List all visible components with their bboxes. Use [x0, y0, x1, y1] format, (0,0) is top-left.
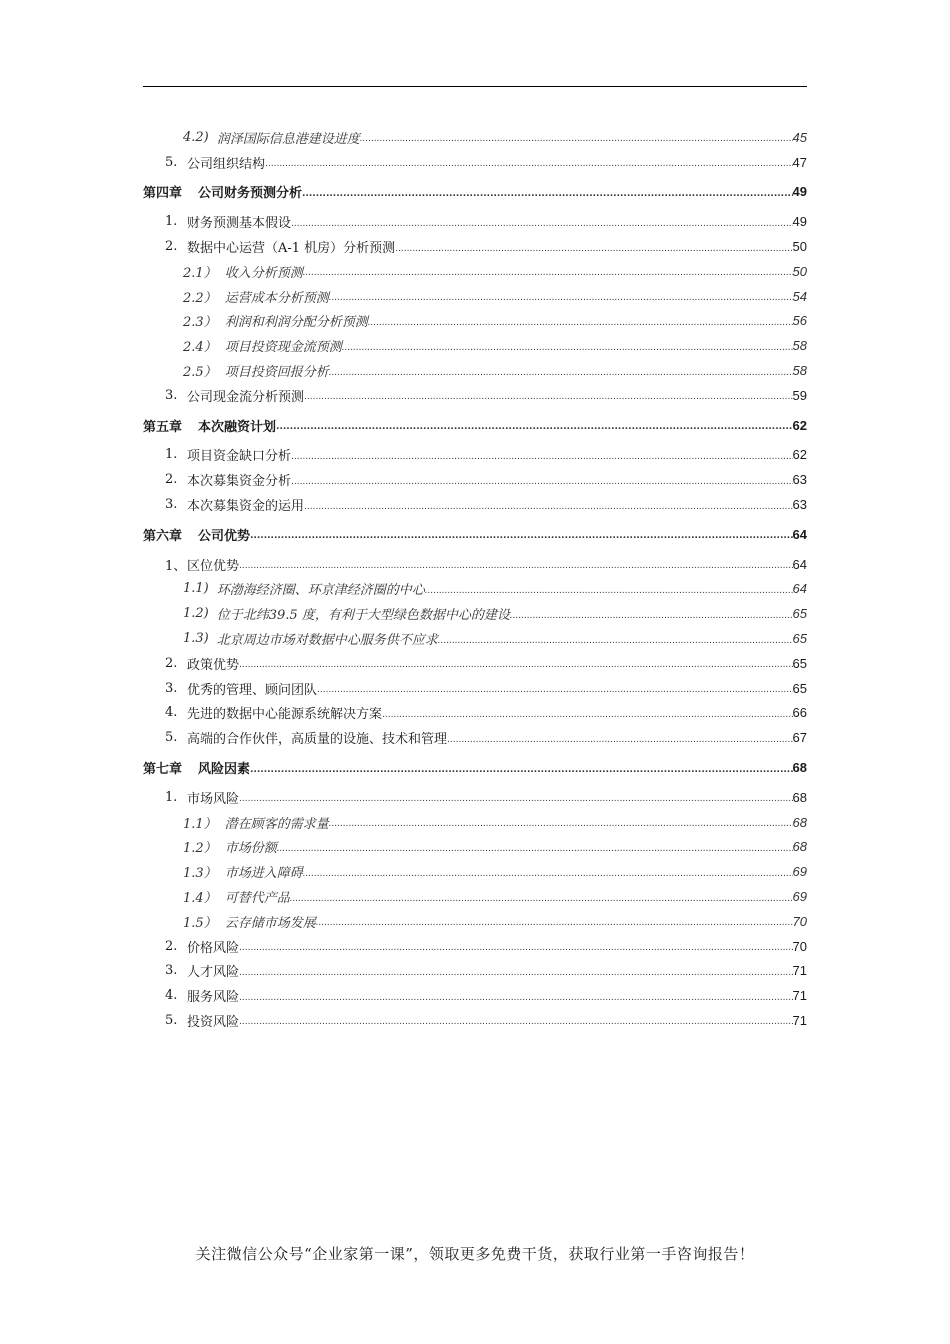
- toc-entry-title: 区位优势: [187, 558, 240, 574]
- toc-leader-dots: [438, 636, 793, 646]
- toc-leader-dots: [368, 318, 793, 328]
- toc-entry-title: 运营成本分析预测: [224, 290, 329, 306]
- toc-entry-number: 3.: [165, 387, 178, 403]
- toc-entry-title: 市场风险: [187, 791, 240, 807]
- toc-entry-number: 5.: [165, 154, 178, 170]
- toc-entry-number: 2.5）: [183, 365, 217, 381]
- toc-entry-title: 位于北纬39.5 度，有利于大型绿色数据中心的建设: [216, 608, 510, 624]
- toc-entry-title: 收入分析预测: [224, 265, 303, 281]
- toc-entry[interactable]: [143, 467, 807, 492]
- toc-entry-number: 2.3）: [183, 315, 217, 331]
- toc-entry-number: 4.: [165, 988, 178, 1004]
- toc-entry-number: 5.: [165, 730, 178, 746]
- toc-leader-dots: [447, 735, 793, 745]
- toc-entry[interactable]: [143, 676, 807, 701]
- toc-entry-number: 1.4）: [183, 891, 217, 906]
- toc-page-number: 47: [792, 154, 807, 170]
- toc-entry[interactable]: [143, 577, 807, 602]
- toc-entry-number: 4.2): [183, 129, 209, 145]
- toc-leader-dots: [277, 844, 793, 854]
- toc-chapter-entry[interactable]: [143, 180, 807, 205]
- toc-entry[interactable]: [143, 701, 807, 726]
- toc-entry[interactable]: [143, 358, 807, 383]
- toc-entry-title: 项目资金缺口分析: [187, 449, 292, 465]
- toc-entry-title: 本次融资计划: [198, 419, 277, 435]
- toc-leader-dots: [239, 993, 793, 1003]
- toc-entry[interactable]: [143, 284, 807, 309]
- toc-page-number: 68: [792, 839, 807, 855]
- toc-entry-title: 市场份额: [224, 841, 277, 857]
- toc-entry[interactable]: [143, 234, 807, 259]
- toc-entry-title: 公司现金流分析预测: [187, 389, 305, 405]
- toc-chapter-entry[interactable]: [143, 413, 807, 438]
- toc-page-number: 64: [792, 556, 807, 572]
- toc-entry-number: 1.: [165, 789, 178, 805]
- toc-leader-dots: [303, 268, 793, 278]
- toc-entry-number: 第六章: [143, 528, 183, 544]
- toc-entry-title: 利润和利润分配分析预测: [224, 315, 368, 331]
- toc-leader-dots: [360, 134, 793, 144]
- toc-entry[interactable]: [143, 150, 807, 175]
- toc-entry[interactable]: [143, 1008, 807, 1033]
- toc-page-number: 58: [792, 338, 807, 354]
- toc-page-number: 64: [792, 581, 807, 597]
- toc-page-number: 68: [792, 814, 807, 830]
- toc-leader-dots: [316, 918, 793, 928]
- toc-page-number: 66: [792, 705, 807, 721]
- toc-leader-dots: [239, 943, 793, 953]
- toc-page-number: 59: [792, 387, 807, 403]
- toc-page-number: 50: [792, 239, 807, 255]
- toc-entry-title: 市场进入障碍: [224, 866, 303, 882]
- toc-entry-title: 公司组织结构: [187, 156, 266, 172]
- toc-entry-title: 北京周边市场对数据中心服务供不应求: [216, 633, 438, 649]
- toc-entry-title: 政策优势: [187, 657, 240, 673]
- toc-page-number: 64: [792, 526, 807, 542]
- toc-leader-dots: [329, 368, 793, 378]
- toc-page-number: 65: [792, 631, 807, 647]
- toc-entry-number: 1.: [165, 447, 178, 463]
- toc-page-number: 62: [792, 447, 807, 463]
- toc-leader-dots: [239, 794, 793, 804]
- toc-leader-dots: [302, 189, 793, 199]
- toc-entry-number: 1、: [165, 558, 187, 574]
- toc-leader-dots: [291, 477, 793, 487]
- toc-entry[interactable]: [143, 443, 807, 468]
- toc-leader-dots: [329, 293, 793, 303]
- toc-entry-title: 本次募集资金的运用: [187, 499, 305, 515]
- toc-page-number: 56: [792, 313, 807, 329]
- toc-entry-number: 2.: [165, 938, 178, 954]
- toc-page-number: 45: [792, 129, 807, 145]
- toc-entry[interactable]: [143, 552, 807, 577]
- toc-leader-dots: [291, 452, 793, 462]
- toc-page-number: 62: [792, 417, 807, 433]
- toc-entry-title: 风险因素: [198, 762, 251, 778]
- toc-entry-title: 可替代产品: [224, 891, 290, 906]
- toc-page-number: 69: [792, 864, 807, 880]
- toc-page-number: 58: [792, 363, 807, 379]
- toc-entry-number: 1.2）: [183, 841, 217, 857]
- toc-entry-title: 数据中心运营（A-1 机房）分析预测: [187, 241, 396, 257]
- toc-leader-dots: [239, 660, 793, 670]
- toc-entry[interactable]: [143, 333, 807, 358]
- toc-entry-number: 1.: [165, 214, 178, 230]
- toc-entry-number: 2.: [165, 472, 178, 488]
- toc-entry-number: 2.2）: [183, 290, 217, 306]
- toc-entry[interactable]: [143, 626, 807, 651]
- toc-entry[interactable]: [143, 859, 807, 884]
- toc-page-number: 63: [792, 497, 807, 513]
- toc-leader-dots: [304, 392, 793, 402]
- toc-entry-title: 投资风险: [187, 1014, 240, 1030]
- toc-entry[interactable]: [143, 959, 807, 984]
- toc-entry-title: 价格风险: [187, 940, 240, 956]
- toc-leader-dots: [510, 611, 793, 621]
- toc-leader-dots: [239, 968, 793, 978]
- toc-entry[interactable]: [143, 601, 807, 626]
- toc-page-number: 70: [792, 913, 807, 929]
- footer-note: 关注微信公众号“企业家第一课”，领取更多免费干货，获取行业第一手咨询报告！: [195, 1245, 755, 1263]
- toc-entry-title: 环渤海经济圈、环京津经济圈的中心: [216, 583, 425, 599]
- toc-entry-title: 项目投资现金流预测: [224, 340, 342, 356]
- toc-entry-title: 公司财务预测分析: [198, 186, 303, 202]
- toc-page-number: 65: [792, 655, 807, 671]
- toc-entry[interactable]: [143, 810, 807, 835]
- toc-entry-title: 高端的合作伙伴，高质量的设施、技术和管理: [187, 732, 448, 748]
- toc-entry-title: 项目投资回报分析: [224, 365, 329, 381]
- table-of-contents: [143, 125, 807, 1033]
- toc-chapter-entry[interactable]: [143, 755, 807, 780]
- toc-leader-dots: [342, 343, 793, 353]
- toc-page-number: 71: [792, 1012, 807, 1028]
- toc-entry[interactable]: [143, 909, 807, 934]
- toc-entry-number: 第四章: [143, 186, 183, 202]
- toc-entry-title: 先进的数据中心能源系统解决方案: [187, 707, 383, 723]
- toc-entry[interactable]: [143, 785, 807, 810]
- toc-leader-dots: [276, 422, 793, 432]
- toc-entry-title: 人才风险: [187, 965, 240, 981]
- toc-leader-dots: [239, 561, 793, 571]
- toc-entry[interactable]: [143, 725, 807, 750]
- toc-entry[interactable]: [143, 125, 807, 150]
- toc-entry-number: 2.1）: [183, 265, 217, 281]
- toc-leader-dots: [250, 531, 793, 541]
- toc-entry-number: 2.4）: [183, 340, 217, 356]
- toc-leader-dots: [425, 586, 793, 596]
- toc-entry-number: 2.: [165, 239, 178, 255]
- toc-entry[interactable]: [143, 259, 807, 284]
- toc-entry[interactable]: [143, 835, 807, 860]
- toc-page-number: 65: [792, 606, 807, 622]
- toc-page-number: 63: [792, 472, 807, 488]
- toc-entry-title: 潜在顾客的需求量: [224, 816, 329, 832]
- toc-chapter-entry[interactable]: [143, 522, 807, 547]
- toc-page-number: 71: [792, 988, 807, 1004]
- toc-page-number: 70: [792, 938, 807, 954]
- toc-entry-title: 优秀的管理、顾问团队: [187, 682, 318, 698]
- toc-leader-dots: [382, 710, 793, 720]
- toc-page-number: 68: [792, 760, 807, 776]
- toc-entry-number: 1.1）: [183, 816, 217, 832]
- toc-leader-dots: [250, 765, 793, 775]
- toc-entry-number: 3.: [165, 680, 178, 696]
- toc-leader-dots: [395, 244, 792, 254]
- toc-entry-number: 1.3）: [183, 866, 217, 882]
- toc-leader-dots: [239, 1017, 793, 1027]
- toc-leader-dots: [303, 869, 793, 879]
- toc-entry-number: 1.1): [183, 581, 209, 597]
- toc-leader-dots: [304, 502, 793, 512]
- toc-entry[interactable]: [143, 983, 807, 1008]
- toc-entry[interactable]: [143, 651, 807, 676]
- toc-entry[interactable]: [143, 492, 807, 517]
- toc-page-number: 67: [792, 730, 807, 746]
- toc-entry-number: 1.2): [183, 606, 209, 622]
- toc-entry[interactable]: [143, 934, 807, 959]
- toc-leader-dots: [290, 894, 793, 904]
- toc-leader-dots: [265, 159, 793, 169]
- toc-entry-number: 3.: [165, 497, 178, 513]
- toc-entry-number: 第七章: [143, 762, 183, 778]
- toc-entry-title: 云存储市场发展: [224, 915, 316, 931]
- toc-entry-number: 4.: [165, 705, 178, 721]
- toc-page-number: 69: [792, 889, 807, 904]
- toc-entry-title: 润泽国际信息港建设进度: [216, 131, 360, 147]
- toc-page-number: 50: [792, 263, 807, 279]
- toc-entry-title: 服务风险: [187, 990, 240, 1006]
- toc-entry-number: 1.5）: [183, 915, 217, 931]
- toc-page-number: 49: [792, 214, 807, 230]
- toc-page-number: 54: [792, 288, 807, 304]
- toc-page-number: 68: [792, 789, 807, 805]
- toc-leader-dots: [317, 685, 793, 695]
- toc-leader-dots: [329, 819, 793, 829]
- toc-page-number: 71: [792, 963, 807, 979]
- toc-entry[interactable]: [143, 884, 807, 909]
- toc-page-number: 65: [792, 680, 807, 696]
- header-rule: [143, 86, 807, 87]
- toc-entry-number: 3.: [165, 963, 178, 979]
- toc-entry-title: 公司优势: [198, 528, 251, 544]
- toc-page-number: 49: [792, 184, 807, 200]
- toc-leader-dots: [291, 219, 793, 229]
- toc-entry-number: 第五章: [143, 419, 183, 435]
- toc-entry-number: 5.: [165, 1012, 178, 1028]
- toc-entry[interactable]: [143, 383, 807, 408]
- toc-entry-number: 2.: [165, 655, 178, 671]
- toc-entry-number: 1.3): [183, 631, 209, 647]
- toc-entry[interactable]: [143, 309, 807, 334]
- toc-entry-title: 本次募集资金分析: [187, 474, 292, 490]
- toc-entry[interactable]: [143, 209, 807, 234]
- toc-entry-title: 财务预测基本假设: [187, 216, 292, 232]
